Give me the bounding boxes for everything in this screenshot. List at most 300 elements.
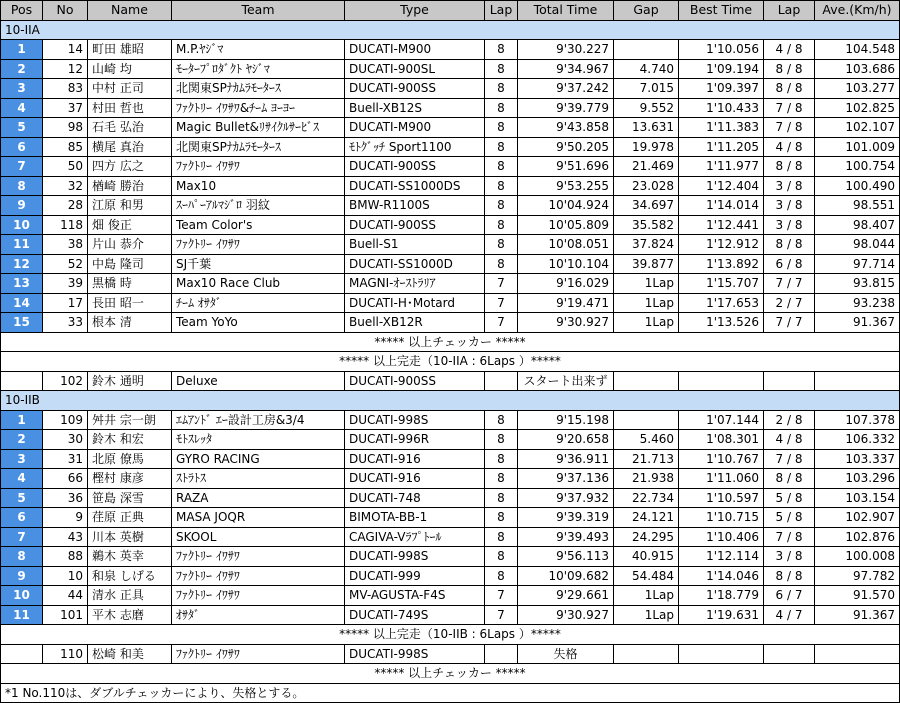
result-row bbox=[1, 547, 900, 567]
laps-cell: 8 bbox=[485, 137, 518, 157]
team-cell: ﾌｧｸﾄﾘｰ ｲﾜｻﾜ bbox=[172, 235, 345, 255]
total-time-cell: 9'29.661 bbox=[518, 586, 614, 606]
result-row bbox=[1, 508, 900, 528]
best-time-cell: 1'11.977 bbox=[679, 157, 764, 177]
best-time-cell: 1'14.046 bbox=[679, 566, 764, 586]
number-cell: 33 bbox=[43, 313, 88, 333]
pos-cell: 2 bbox=[1, 59, 43, 79]
team-cell: Max10 bbox=[172, 176, 345, 196]
laps-cell: 8 bbox=[485, 449, 518, 469]
total-time-cell: 9'43.858 bbox=[518, 118, 614, 138]
laps-cell: 7 bbox=[485, 293, 518, 313]
best-lap-cell: 4 / 7 bbox=[764, 605, 815, 625]
pos-cell: 7 bbox=[1, 157, 43, 177]
best-time-cell: 1'13.892 bbox=[679, 254, 764, 274]
pos-cell: 15 bbox=[1, 313, 43, 333]
result-row bbox=[1, 176, 900, 196]
rider-name-cell: 村田 哲也 bbox=[88, 98, 172, 118]
total-time-cell: 9'16.029 bbox=[518, 274, 614, 294]
team-cell: ﾌｧｸﾄﾘｰ ｲﾜｻﾜ bbox=[172, 157, 345, 177]
best-lap-cell: 7 / 8 bbox=[764, 449, 815, 469]
rider-name-cell: 鵜木 英幸 bbox=[88, 547, 172, 567]
team-cell: GYRO RACING bbox=[172, 449, 345, 469]
total-time-cell: 9'30.927 bbox=[518, 313, 614, 333]
machine-type-cell: DUCATI-998S bbox=[345, 410, 485, 430]
laps-cell: 8 bbox=[485, 118, 518, 138]
team-cell: ﾓﾄｽﾚｯﾀ bbox=[172, 430, 345, 450]
team-cell: Deluxe bbox=[172, 371, 345, 391]
footnote-row bbox=[1, 683, 900, 703]
total-time-cell: 9'36.911 bbox=[518, 449, 614, 469]
rider-name-cell: 清水 正具 bbox=[88, 586, 172, 606]
best-lap-cell: 7 / 8 bbox=[764, 527, 815, 547]
team-cell: ﾌｧｸﾄﾘｰ ｲﾜｻﾜ bbox=[172, 566, 345, 586]
best-lap-cell: 7 / 7 bbox=[764, 313, 815, 333]
best-lap-cell: 2 / 7 bbox=[764, 293, 815, 313]
number-cell: 30 bbox=[43, 430, 88, 450]
result-row bbox=[1, 469, 900, 489]
gap-cell bbox=[614, 644, 679, 664]
number-cell: 118 bbox=[43, 215, 88, 235]
header-pos: Pos bbox=[1, 1, 43, 21]
class-label: 10-IIB bbox=[1, 391, 900, 411]
average-speed-cell: 98.551 bbox=[815, 196, 900, 216]
laps-cell: 8 bbox=[485, 176, 518, 196]
total-time-cell: 9'37.242 bbox=[518, 79, 614, 99]
machine-type-cell: DUCATI-916 bbox=[345, 449, 485, 469]
header-average-speed: Ave.(Km/h) bbox=[815, 1, 900, 21]
team-cell: ｴﾑｱﾝﾄﾞ ｴｰ設計工房&3/4 bbox=[172, 410, 345, 430]
laps-cell: 7 bbox=[485, 605, 518, 625]
team-cell: Magic Bullet&ﾘｻｲｸﾙｻｰﾋﾞｽ bbox=[172, 118, 345, 138]
total-time-cell: 9'19.471 bbox=[518, 293, 614, 313]
team-cell: RAZA bbox=[172, 488, 345, 508]
total-time-cell: 9'39.319 bbox=[518, 508, 614, 528]
total-time-cell: 9'30.927 bbox=[518, 605, 614, 625]
laps-cell: 8 bbox=[485, 508, 518, 528]
header-best-time: Best Time bbox=[679, 1, 764, 21]
laps-cell: 8 bbox=[485, 430, 518, 450]
pos-cell: 4 bbox=[1, 98, 43, 118]
machine-type-cell: DUCATI-999 bbox=[345, 566, 485, 586]
number-cell: 110 bbox=[43, 644, 88, 664]
total-time-cell: 9'20.658 bbox=[518, 430, 614, 450]
class-label-row bbox=[1, 20, 900, 40]
laps-cell: 8 bbox=[485, 196, 518, 216]
rider-name-cell: 根本 清 bbox=[88, 313, 172, 333]
team-cell: ﾌｧｸﾄﾘｰ ｲﾜｻﾜ&ﾁｰﾑ ﾖｰﾖｰ bbox=[172, 98, 345, 118]
gap-cell: 40.915 bbox=[614, 547, 679, 567]
average-speed-cell: 103.337 bbox=[815, 449, 900, 469]
team-cell: ｽｰﾊﾟｰｱﾙﾏｼﾞﾛ 羽紋 bbox=[172, 196, 345, 216]
team-cell: SJ千葉 bbox=[172, 254, 345, 274]
machine-type-cell: Buell-XB12R bbox=[345, 313, 485, 333]
class-label-row bbox=[1, 391, 900, 411]
result-row bbox=[1, 40, 900, 60]
number-cell: 109 bbox=[43, 410, 88, 430]
total-time-cell: 9'37.136 bbox=[518, 469, 614, 489]
machine-type-cell: DUCATI-916 bbox=[345, 469, 485, 489]
machine-type-cell: MV-AGUSTA-F4S bbox=[345, 586, 485, 606]
header-row bbox=[1, 1, 900, 21]
total-time-cell: 9'37.932 bbox=[518, 488, 614, 508]
gap-cell bbox=[614, 40, 679, 60]
finish-note: ***** 以上完走（10-IIB : 6Laps ）***** bbox=[1, 625, 900, 645]
laps-cell: 7 bbox=[485, 313, 518, 333]
finish-note: ***** 以上完走（10-IIA : 6Laps ）***** bbox=[1, 352, 900, 372]
header-gap: Gap bbox=[614, 1, 679, 21]
result-row bbox=[1, 430, 900, 450]
machine-type-cell: DUCATI-900SL bbox=[345, 59, 485, 79]
best-lap-cell: 2 / 8 bbox=[764, 410, 815, 430]
result-row bbox=[1, 79, 900, 99]
rider-name-cell: 江原 和男 bbox=[88, 196, 172, 216]
best-lap-cell: 7 / 8 bbox=[764, 98, 815, 118]
header-name: Name bbox=[88, 1, 172, 21]
pos-cell: 4 bbox=[1, 469, 43, 489]
total-time-cell: 10'04.924 bbox=[518, 196, 614, 216]
rider-name-cell: 楢崎 勝治 bbox=[88, 176, 172, 196]
number-cell: 12 bbox=[43, 59, 88, 79]
gap-cell: 34.697 bbox=[614, 196, 679, 216]
average-speed-cell: 103.154 bbox=[815, 488, 900, 508]
best-lap-cell: 7 / 7 bbox=[764, 274, 815, 294]
total-time-cell: 10'05.809 bbox=[518, 215, 614, 235]
pos-cell: 13 bbox=[1, 274, 43, 294]
number-cell: 39 bbox=[43, 274, 88, 294]
pos-cell: 6 bbox=[1, 137, 43, 157]
checker-note: ***** 以上チェッカー ***** bbox=[1, 664, 900, 684]
footnote: *1 No.110は、ダブルチェッカーにより、失格とする。 bbox=[1, 683, 900, 703]
best-lap-cell: 8 / 8 bbox=[764, 469, 815, 489]
best-time-cell: 1'14.014 bbox=[679, 196, 764, 216]
result-row bbox=[1, 274, 900, 294]
rider-name-cell: 鈴木 和宏 bbox=[88, 430, 172, 450]
result-row bbox=[1, 157, 900, 177]
laps-cell: 8 bbox=[485, 157, 518, 177]
best-lap-cell: 3 / 8 bbox=[764, 547, 815, 567]
result-row bbox=[1, 59, 900, 79]
team-cell: ﾌｧｸﾄﾘｰ ｲﾜｻﾜ bbox=[172, 586, 345, 606]
laps-cell bbox=[485, 644, 518, 664]
rider-name-cell: 笹島 深雪 bbox=[88, 488, 172, 508]
machine-type-cell: DUCATI-748 bbox=[345, 488, 485, 508]
number-cell: 102 bbox=[43, 371, 88, 391]
gap-cell: 1Lap bbox=[614, 313, 679, 333]
best-time-cell: 1'10.597 bbox=[679, 488, 764, 508]
result-row bbox=[1, 118, 900, 138]
best-lap-cell: 5 / 8 bbox=[764, 508, 815, 528]
pos-cell: 6 bbox=[1, 508, 43, 528]
result-row bbox=[1, 196, 900, 216]
number-cell: 32 bbox=[43, 176, 88, 196]
gap-cell: 7.015 bbox=[614, 79, 679, 99]
results-body bbox=[1, 20, 900, 703]
average-speed-cell: 101.009 bbox=[815, 137, 900, 157]
laps-cell: 8 bbox=[485, 40, 518, 60]
finish-note-row bbox=[1, 332, 900, 352]
best-time-cell bbox=[679, 371, 764, 391]
best-lap-cell: 6 / 8 bbox=[764, 254, 815, 274]
average-speed-cell: 102.825 bbox=[815, 98, 900, 118]
machine-type-cell: DUCATI-900SS bbox=[345, 371, 485, 391]
average-speed-cell: 102.876 bbox=[815, 527, 900, 547]
rider-name-cell: 松崎 和美 bbox=[88, 644, 172, 664]
pos-cell: 1 bbox=[1, 410, 43, 430]
finish-note: ***** 以上チェッカー ***** bbox=[1, 332, 900, 352]
average-speed-cell bbox=[815, 371, 900, 391]
laps-cell: 8 bbox=[485, 59, 518, 79]
number-cell: 28 bbox=[43, 196, 88, 216]
pos-cell: 14 bbox=[1, 293, 43, 313]
pos-cell: 11 bbox=[1, 235, 43, 255]
rider-name-cell: 四方 広之 bbox=[88, 157, 172, 177]
team-cell: SKOOL bbox=[172, 527, 345, 547]
laps-cell: 7 bbox=[485, 586, 518, 606]
gap-cell: 4.740 bbox=[614, 59, 679, 79]
result-row bbox=[1, 449, 900, 469]
best-time-cell: 1'10.715 bbox=[679, 508, 764, 528]
number-cell: 44 bbox=[43, 586, 88, 606]
laps-cell: 8 bbox=[485, 566, 518, 586]
total-time-cell: 9'39.493 bbox=[518, 527, 614, 547]
header-type: Type bbox=[345, 1, 485, 21]
rider-name-cell: 和泉 しげる bbox=[88, 566, 172, 586]
rider-name-cell: 石毛 弘治 bbox=[88, 118, 172, 138]
total-time-cell: 9'53.255 bbox=[518, 176, 614, 196]
rider-name-cell: 横尾 真治 bbox=[88, 137, 172, 157]
machine-type-cell: DUCATI-998S bbox=[345, 644, 485, 664]
total-time-cell: 9'56.113 bbox=[518, 547, 614, 567]
pos-cell: 5 bbox=[1, 118, 43, 138]
gap-cell: 37.824 bbox=[614, 235, 679, 255]
average-speed-cell: 104.548 bbox=[815, 40, 900, 60]
rider-name-cell: 中村 正司 bbox=[88, 79, 172, 99]
average-speed-cell: 107.378 bbox=[815, 410, 900, 430]
gap-cell: 21.713 bbox=[614, 449, 679, 469]
gap-cell: 24.121 bbox=[614, 508, 679, 528]
result-row bbox=[1, 566, 900, 586]
best-time-cell: 1'12.114 bbox=[679, 547, 764, 567]
average-speed-cell: 98.044 bbox=[815, 235, 900, 255]
finish-note-row bbox=[1, 625, 900, 645]
machine-type-cell: DUCATI-998S bbox=[345, 547, 485, 567]
rider-name-cell: 平木 志磨 bbox=[88, 605, 172, 625]
rider-name-cell: 樫村 康彦 bbox=[88, 469, 172, 489]
best-time-cell: 1'10.767 bbox=[679, 449, 764, 469]
pos-cell: 11 bbox=[1, 605, 43, 625]
pos-cell: 10 bbox=[1, 215, 43, 235]
best-lap-cell: 4 / 8 bbox=[764, 137, 815, 157]
team-cell: Team Color's bbox=[172, 215, 345, 235]
best-lap-cell: 6 / 7 bbox=[764, 586, 815, 606]
laps-cell: 8 bbox=[485, 215, 518, 235]
average-speed-cell: 97.714 bbox=[815, 254, 900, 274]
gap-cell: 21.469 bbox=[614, 157, 679, 177]
gap-cell: 24.295 bbox=[614, 527, 679, 547]
team-cell: ﾁｰﾑ ｵｻﾀﾞ bbox=[172, 293, 345, 313]
pos-cell: 10 bbox=[1, 586, 43, 606]
best-time-cell: 1'18.779 bbox=[679, 586, 764, 606]
gap-cell bbox=[614, 371, 679, 391]
gap-cell: 9.552 bbox=[614, 98, 679, 118]
best-lap-cell: 8 / 8 bbox=[764, 157, 815, 177]
number-cell: 43 bbox=[43, 527, 88, 547]
best-time-cell: 1'12.404 bbox=[679, 176, 764, 196]
rider-name-cell: 黒橋 時 bbox=[88, 274, 172, 294]
average-speed-cell: 98.407 bbox=[815, 215, 900, 235]
machine-type-cell: BMW-R1100S bbox=[345, 196, 485, 216]
laps-cell: 8 bbox=[485, 488, 518, 508]
total-time-cell: 9'34.967 bbox=[518, 59, 614, 79]
total-time-cell: 9'30.227 bbox=[518, 40, 614, 60]
number-cell: 52 bbox=[43, 254, 88, 274]
pos-cell: 5 bbox=[1, 488, 43, 508]
number-cell: 31 bbox=[43, 449, 88, 469]
rider-name-cell: 鈴木 通明 bbox=[88, 371, 172, 391]
result-row bbox=[1, 313, 900, 333]
number-cell: 101 bbox=[43, 605, 88, 625]
best-time-cell: 1'09.397 bbox=[679, 79, 764, 99]
laps-cell: 8 bbox=[485, 410, 518, 430]
result-row bbox=[1, 605, 900, 625]
best-lap-cell bbox=[764, 644, 815, 664]
result-row-unclassified bbox=[1, 371, 900, 391]
best-lap-cell: 7 / 8 bbox=[764, 118, 815, 138]
best-lap-cell: 3 / 8 bbox=[764, 196, 815, 216]
rider-name-cell: 北原 僚馬 bbox=[88, 449, 172, 469]
team-cell: ｵｻﾀﾞ bbox=[172, 605, 345, 625]
average-speed-cell bbox=[815, 644, 900, 664]
machine-type-cell: DUCATI-900SS bbox=[345, 79, 485, 99]
machine-type-cell: Buell-S1 bbox=[345, 235, 485, 255]
result-row bbox=[1, 98, 900, 118]
average-speed-cell: 100.008 bbox=[815, 547, 900, 567]
team-cell: 北関東SPﾅｶﾑﾗﾓｰﾀｰｽ bbox=[172, 79, 345, 99]
gap-cell: 35.582 bbox=[614, 215, 679, 235]
average-speed-cell: 103.296 bbox=[815, 469, 900, 489]
machine-type-cell: DUCATI-M900 bbox=[345, 118, 485, 138]
best-lap-cell: 5 / 8 bbox=[764, 488, 815, 508]
average-speed-cell: 100.754 bbox=[815, 157, 900, 177]
result-row bbox=[1, 293, 900, 313]
machine-type-cell: DUCATI-749S bbox=[345, 605, 485, 625]
best-time-cell: 1'13.526 bbox=[679, 313, 764, 333]
pos-cell bbox=[1, 371, 43, 391]
gap-cell: 19.978 bbox=[614, 137, 679, 157]
number-cell: 98 bbox=[43, 118, 88, 138]
number-cell: 88 bbox=[43, 547, 88, 567]
result-row bbox=[1, 527, 900, 547]
number-cell: 85 bbox=[43, 137, 88, 157]
total-time-cell: スタート出来ず bbox=[518, 371, 614, 391]
best-time-cell: 1'12.912 bbox=[679, 235, 764, 255]
total-time-cell: 9'15.198 bbox=[518, 410, 614, 430]
average-speed-cell: 91.570 bbox=[815, 586, 900, 606]
best-time-cell: 1'11.383 bbox=[679, 118, 764, 138]
machine-type-cell: BIMOTA-BB-1 bbox=[345, 508, 485, 528]
team-cell: Team YoYo bbox=[172, 313, 345, 333]
best-lap-cell: 8 / 8 bbox=[764, 79, 815, 99]
machine-type-cell: DUCATI-900SS bbox=[345, 215, 485, 235]
machine-type-cell: Buell-XB12S bbox=[345, 98, 485, 118]
best-time-cell: 1'10.433 bbox=[679, 98, 764, 118]
number-cell: 36 bbox=[43, 488, 88, 508]
average-speed-cell: 97.782 bbox=[815, 566, 900, 586]
total-time-cell: 10'09.682 bbox=[518, 566, 614, 586]
machine-type-cell: CAGIVA-Vﾗﾌﾟﾄｰﾙ bbox=[345, 527, 485, 547]
best-time-cell: 1'10.406 bbox=[679, 527, 764, 547]
laps-cell: 8 bbox=[485, 469, 518, 489]
result-row bbox=[1, 254, 900, 274]
machine-type-cell: ﾓﾄｸﾞｯﾁ Sport1100 bbox=[345, 137, 485, 157]
average-speed-cell: 102.907 bbox=[815, 508, 900, 528]
number-cell: 14 bbox=[43, 40, 88, 60]
rider-name-cell: 畑 俊正 bbox=[88, 215, 172, 235]
number-cell: 66 bbox=[43, 469, 88, 489]
number-cell: 50 bbox=[43, 157, 88, 177]
gap-cell: 23.028 bbox=[614, 176, 679, 196]
gap-cell: 1Lap bbox=[614, 274, 679, 294]
pos-cell: 9 bbox=[1, 566, 43, 586]
average-speed-cell: 102.107 bbox=[815, 118, 900, 138]
best-time-cell: 1'09.194 bbox=[679, 59, 764, 79]
result-row bbox=[1, 137, 900, 157]
team-cell: 北関東SPﾅｶﾑﾗﾓｰﾀｰｽ bbox=[172, 137, 345, 157]
best-lap-cell: 4 / 8 bbox=[764, 430, 815, 450]
checker-note-row bbox=[1, 664, 900, 684]
machine-type-cell: DUCATI-SS1000DS bbox=[345, 176, 485, 196]
pos-cell bbox=[1, 644, 43, 664]
team-cell: ﾌｧｸﾄﾘｰ ｲﾜｻﾜ bbox=[172, 547, 345, 567]
total-time-cell: 9'50.205 bbox=[518, 137, 614, 157]
result-row bbox=[1, 586, 900, 606]
team-cell: M.P.ﾔｼﾞﾏ bbox=[172, 40, 345, 60]
result-row bbox=[1, 488, 900, 508]
header-lap: Lap bbox=[485, 1, 518, 21]
pos-cell: 3 bbox=[1, 79, 43, 99]
best-lap-cell: 4 / 8 bbox=[764, 40, 815, 60]
laps-cell: 8 bbox=[485, 235, 518, 255]
machine-type-cell: DUCATI-H･Motard bbox=[345, 293, 485, 313]
pos-cell: 7 bbox=[1, 527, 43, 547]
machine-type-cell: DUCATI-M900 bbox=[345, 40, 485, 60]
gap-cell: 22.734 bbox=[614, 488, 679, 508]
machine-type-cell: DUCATI-900SS bbox=[345, 157, 485, 177]
laps-cell: 8 bbox=[485, 547, 518, 567]
pos-cell: 2 bbox=[1, 430, 43, 450]
gap-cell: 1Lap bbox=[614, 605, 679, 625]
machine-type-cell: DUCATI-SS1000D bbox=[345, 254, 485, 274]
number-cell: 10 bbox=[43, 566, 88, 586]
laps-cell: 8 bbox=[485, 98, 518, 118]
average-speed-cell: 91.367 bbox=[815, 605, 900, 625]
average-speed-cell: 100.490 bbox=[815, 176, 900, 196]
laps-cell: 8 bbox=[485, 79, 518, 99]
laps-cell: 7 bbox=[485, 274, 518, 294]
best-lap-cell: 3 / 8 bbox=[764, 176, 815, 196]
average-speed-cell: 103.686 bbox=[815, 59, 900, 79]
average-speed-cell: 91.367 bbox=[815, 313, 900, 333]
total-time-cell: 10'08.051 bbox=[518, 235, 614, 255]
rider-name-cell: 長田 昭一 bbox=[88, 293, 172, 313]
best-time-cell bbox=[679, 644, 764, 664]
team-cell: ﾌｧｸﾄﾘｰ ｲﾜｻﾜ bbox=[172, 644, 345, 664]
header-no: No bbox=[43, 1, 88, 21]
best-time-cell: 1'11.205 bbox=[679, 137, 764, 157]
pos-cell: 12 bbox=[1, 254, 43, 274]
header-best-lap: Lap bbox=[764, 1, 815, 21]
